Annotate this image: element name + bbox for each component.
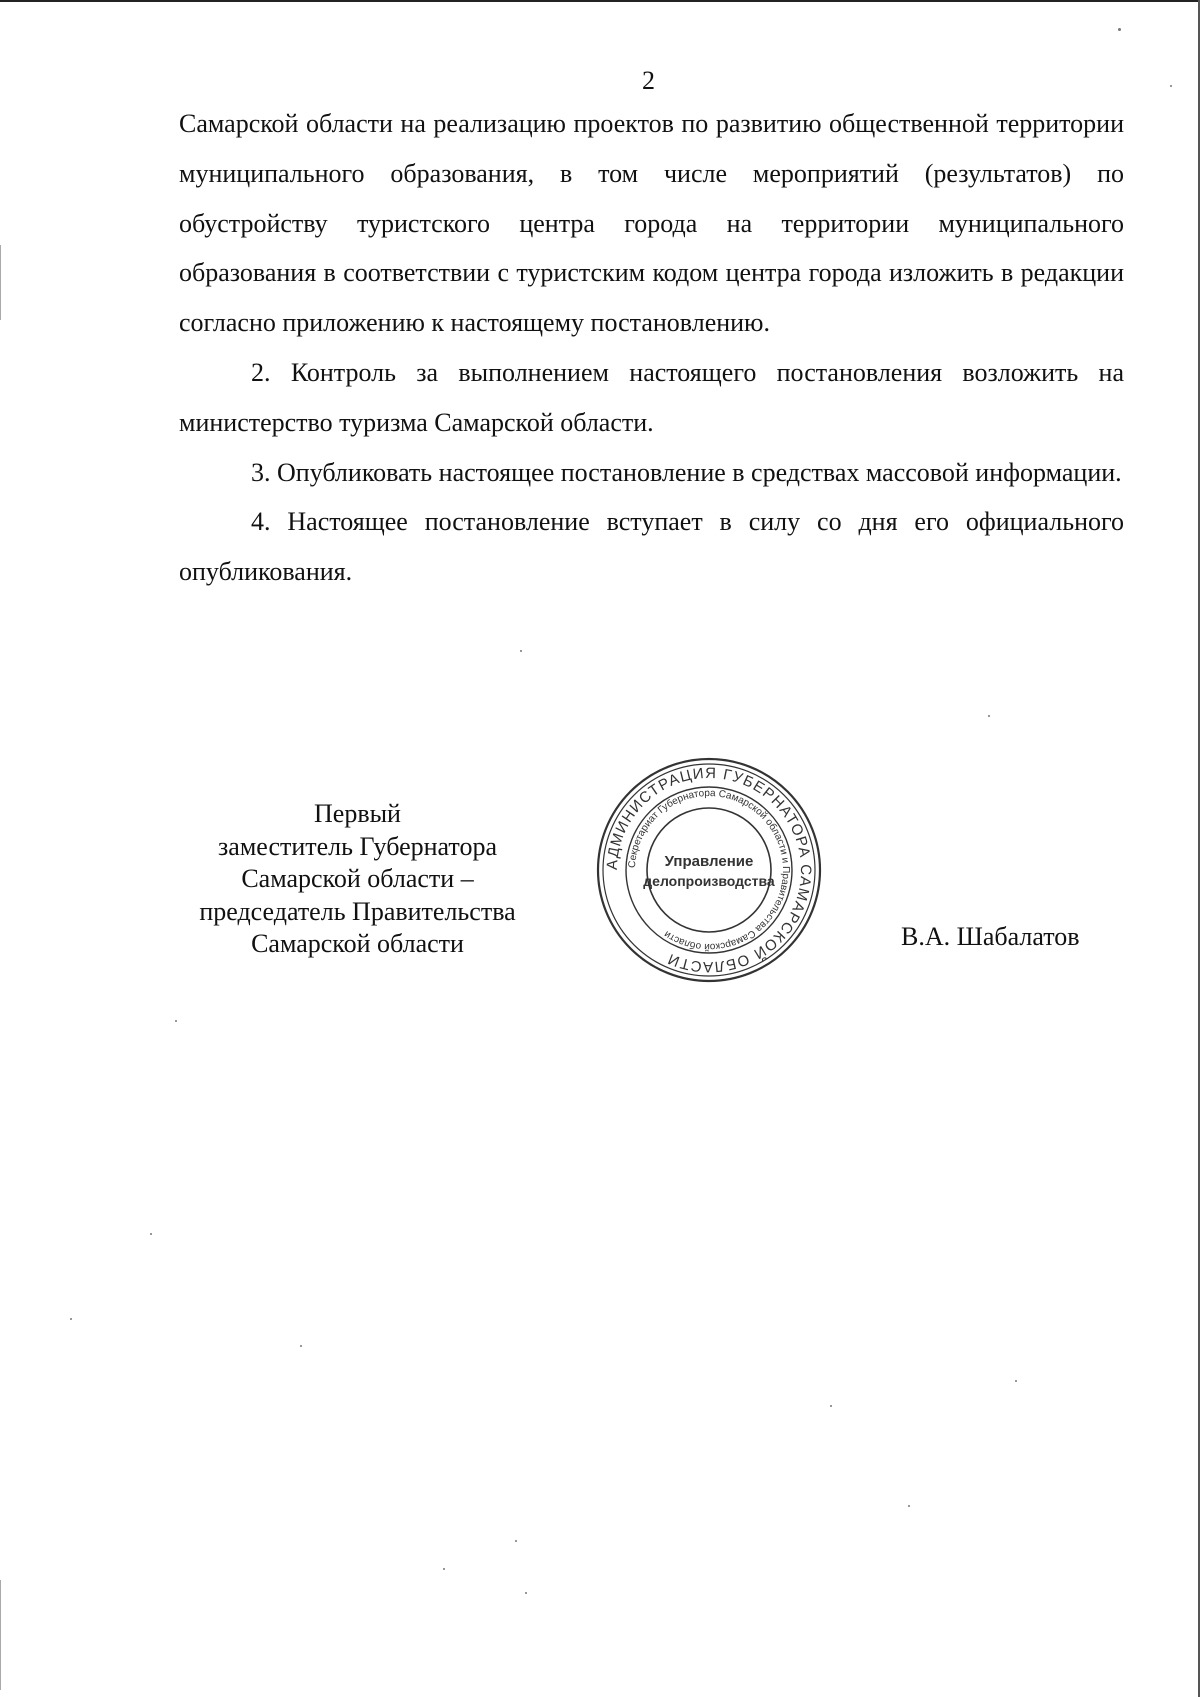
scan-speck (1118, 28, 1121, 31)
scan-speck (908, 1505, 910, 1507)
scan-speck (150, 1233, 152, 1235)
scan-speck (830, 1405, 832, 1407)
signatory-position-line: Самарской области (251, 929, 464, 958)
seal-center-line-2: делопроизводства (643, 873, 775, 889)
scan-speck (175, 1020, 177, 1022)
scan-speck (525, 1592, 527, 1594)
page-number: 2 (642, 66, 655, 95)
scan-speck (1015, 1380, 1017, 1382)
scan-speck (443, 1568, 445, 1570)
scan-speck (515, 1540, 517, 1542)
official-seal (595, 756, 823, 984)
scan-mark (0, 245, 1, 320)
signatory-position-line: заместитель Губернатора (218, 831, 497, 861)
scan-speck (520, 650, 522, 652)
signatory-position-line: председатель Правительства (199, 896, 516, 926)
seal-center-ring (647, 808, 771, 932)
scan-speck (300, 1345, 302, 1347)
scan-top-edge (0, 0, 1200, 2)
paragraph-4: 4. Настоящее постановление вступает в силу со дня его официального опубликования. (179, 507, 1124, 587)
signatory-name: В.А. Шабалатов (901, 922, 1080, 951)
seal-outer-text: АДМИНИСТРАЦИЯ ГУБЕРНАТОРА САМАРСКОЙ ОБЛАСТИ (603, 764, 815, 976)
seal-middle-ring (626, 787, 792, 953)
paragraph-2: 2. Контроль за выполнением настоящего постановления возложить на министерство туризма Самарской области. (179, 357, 1124, 437)
paragraph-3: 3. Опубликовать настоящее постановление в средствах массовой информации. (251, 457, 1122, 487)
scan-speck (988, 715, 990, 717)
paragraph-continuation: Самарской области на реализацию проектов по развитию общественной территории муниципального образования, в том числе мероприятий (результатов) по обустройству туристского центра города на территории муниципального образования в соответствии с туристским кодом центра города изложить в редакции согласно приложению к настоящему постановлению. (179, 109, 1124, 338)
document-body (179, 99, 1124, 597)
scan-mark (0, 1580, 1, 1690)
signatory-position-line: Первый (314, 799, 401, 828)
signatory-position-line: Самарской области – (241, 864, 474, 893)
signatory-position (170, 798, 545, 961)
scan-speck (1170, 85, 1172, 87)
seal-center-line-1: Управление (664, 853, 754, 870)
seal-ring-text: Секретариат Губернатора Самарской области и Правительства Самарской области (626, 787, 792, 953)
scan-speck (70, 1318, 72, 1320)
